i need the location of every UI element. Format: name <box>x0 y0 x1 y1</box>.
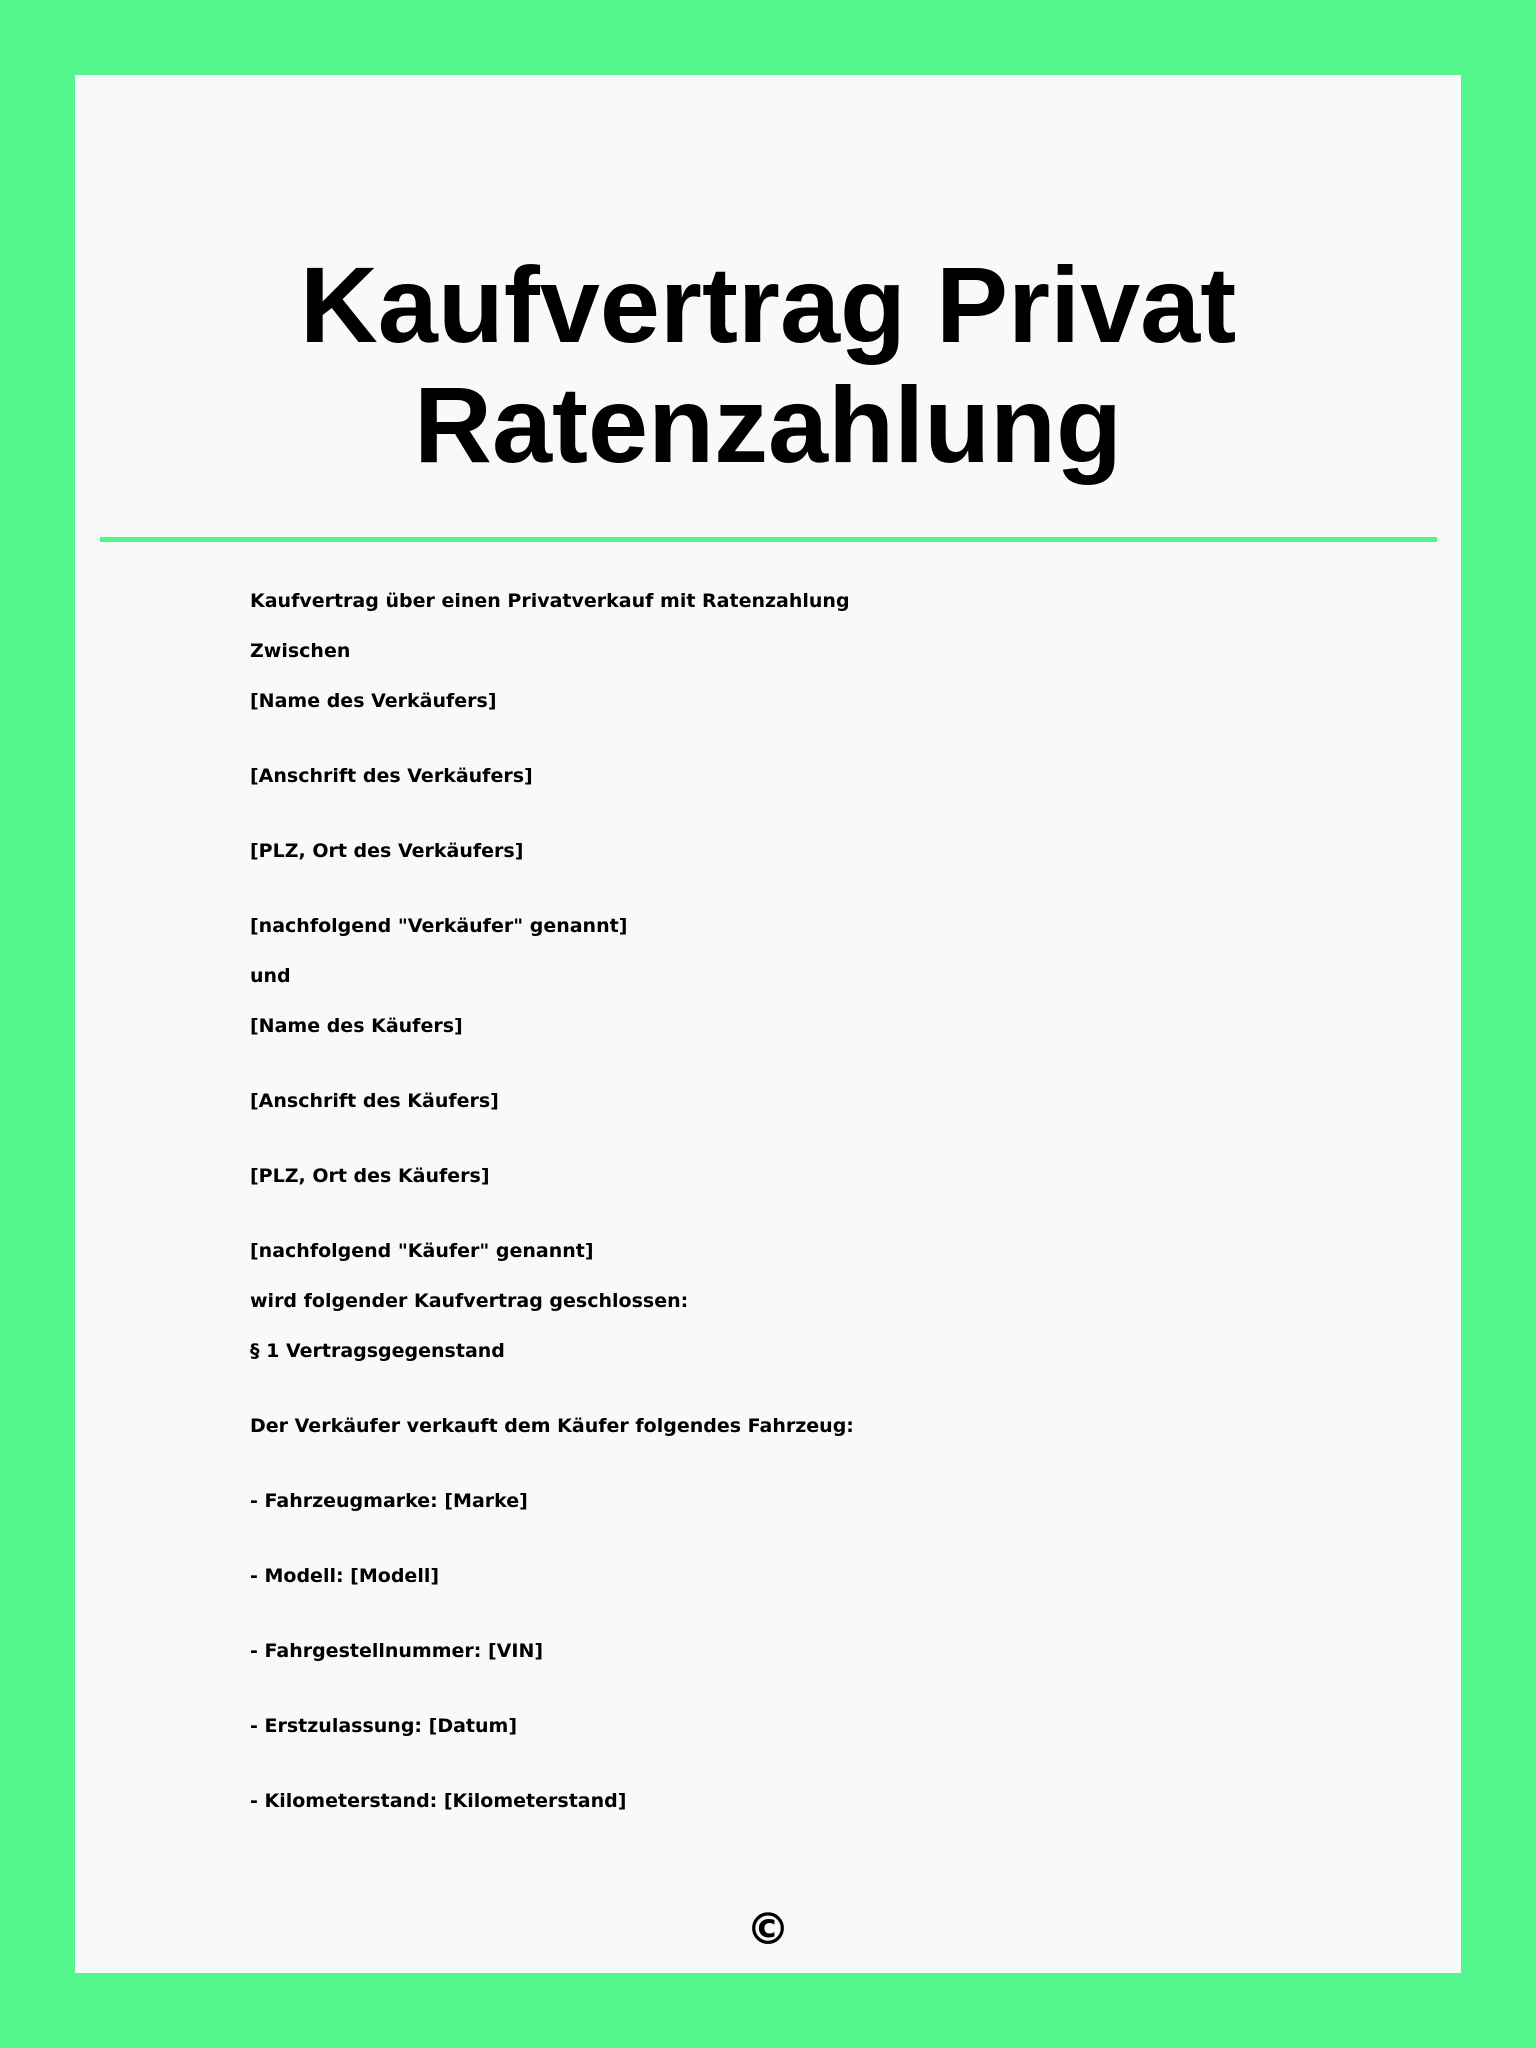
buyer-name: [Name des Käufers] <box>250 1015 463 1037</box>
vehicle-intro: Der Verkäufer verkauft dem Käufer folgendes Fahrzeug: <box>250 1415 854 1437</box>
buyer-address: [Anschrift des Käufers] <box>250 1090 499 1112</box>
title-line-1: Kaufvertrag Privat <box>299 244 1237 365</box>
vehicle-model: - Modell: [Modell] <box>250 1565 440 1587</box>
vehicle-registration: - Erstzulassung: [Datum] <box>250 1715 518 1737</box>
vehicle-vin: - Fahrgestellnummer: [VIN] <box>250 1640 544 1662</box>
seller-designation: [nachfolgend "Verkäufer" genannt] <box>250 915 628 937</box>
seller-address: [Anschrift des Verkäufers] <box>250 765 533 787</box>
between-label: Zwischen <box>250 640 351 662</box>
document-body <box>250 75 1350 1973</box>
intro-heading: Kaufvertrag über einen Privatverkauf mit Ratenzahlung <box>250 590 850 612</box>
seller-name: [Name des Verkäufers] <box>250 690 497 712</box>
title-line-2: Ratenzahlung <box>413 364 1122 485</box>
and-label: und <box>250 965 291 987</box>
buyer-city: [PLZ, Ort des Käufers] <box>250 1165 490 1187</box>
buyer-designation: [nachfolgend "Käufer" genannt] <box>250 1240 594 1262</box>
copyright-icon: © <box>746 1904 790 1955</box>
section-heading: § 1 Vertragsgegenstand <box>250 1340 505 1362</box>
vehicle-mileage: - Kilometerstand: [Kilometerstand] <box>250 1790 627 1812</box>
seller-city: [PLZ, Ort des Verkäufers] <box>250 840 524 862</box>
document-page <box>75 75 1461 1973</box>
vehicle-brand: - Fahrzeugmarke: [Marke] <box>250 1490 528 1512</box>
contract-statement: wird folgender Kaufvertrag geschlossen: <box>250 1290 689 1312</box>
